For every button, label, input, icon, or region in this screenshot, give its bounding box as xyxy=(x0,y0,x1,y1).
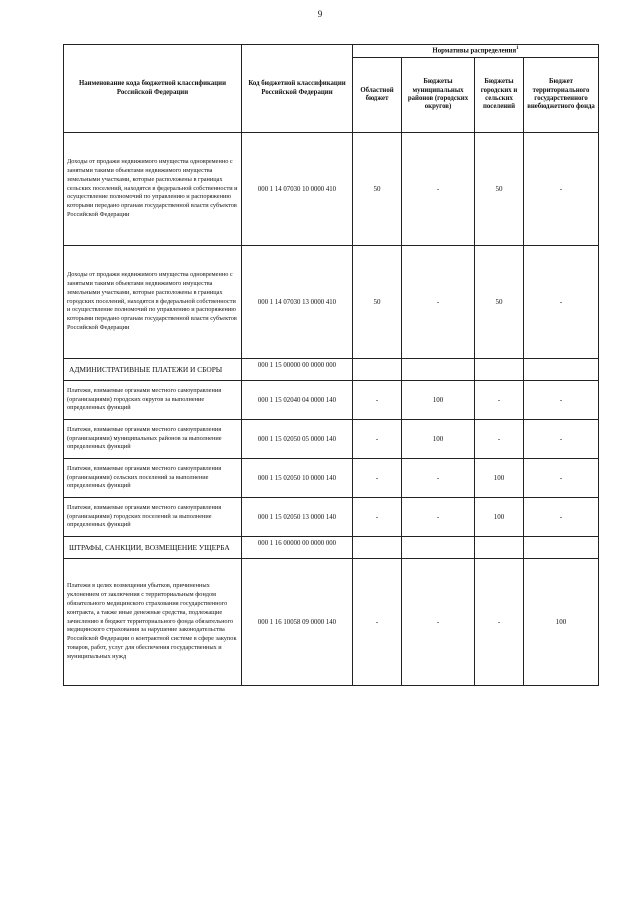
row-fund xyxy=(524,359,599,381)
table-row-section xyxy=(64,359,599,381)
header-code: Код бюджетной классификации Российской Федерации xyxy=(242,45,353,133)
row-code: 000 1 16 00000 00 0000 000 xyxy=(242,537,353,559)
budget-norms-table xyxy=(63,44,599,686)
header-fund: Бюджет территориального государственного внебюджетного фонда xyxy=(524,58,599,133)
header-distribution-group xyxy=(353,45,599,58)
header-footnote-mark: 1 xyxy=(516,46,519,52)
header-municipal: Бюджеты муниципальных районов (городских округов) xyxy=(402,58,475,133)
row-fund: - xyxy=(524,459,599,498)
row-fund: - xyxy=(524,420,599,459)
row-municipal: 100 xyxy=(402,381,475,420)
row-code: 000 1 14 07030 13 0000 410 xyxy=(242,246,353,359)
row-regional: - xyxy=(353,559,402,686)
row-code: 000 1 14 07030 10 0000 410 xyxy=(242,133,353,246)
row-code: 000 1 15 02050 05 0000 140 xyxy=(242,420,353,459)
row-municipal: - xyxy=(402,498,475,537)
row-regional: - xyxy=(353,420,402,459)
row-name: Платежи, взимаемые органами местного самоуправления (организациями) городских округов за выполнение определенных функций xyxy=(64,381,242,420)
row-municipal: - xyxy=(402,459,475,498)
row-settlements xyxy=(475,537,524,559)
row-regional: - xyxy=(353,498,402,537)
row-regional xyxy=(353,359,402,381)
row-regional: - xyxy=(353,381,402,420)
row-settlements: - xyxy=(475,559,524,686)
row-name: Доходы от продажи недвижимого имущества одновременно с занятыми такими объектами недвижимого имущества земельными участками, которые расположены в границах городских поселений, находятся в федеральной собственности и осуществление полномочий по управлению и распоряжению которыми передано органам государственной власти субъектов Российской Федерации xyxy=(64,246,242,359)
table-header-row xyxy=(64,45,599,58)
row-municipal xyxy=(402,359,475,381)
row-fund xyxy=(524,537,599,559)
row-municipal: 100 xyxy=(402,420,475,459)
row-municipal xyxy=(402,537,475,559)
table-row-section xyxy=(64,537,599,559)
row-municipal: - xyxy=(402,246,475,359)
row-fund: - xyxy=(524,381,599,420)
row-settlements: - xyxy=(475,420,524,459)
row-settlements xyxy=(475,359,524,381)
page-number: 9 xyxy=(317,9,323,19)
row-regional xyxy=(353,537,402,559)
row-settlements: 100 xyxy=(475,498,524,537)
row-fund: 100 xyxy=(524,559,599,686)
row-settlements: 100 xyxy=(475,459,524,498)
row-regional: - xyxy=(353,459,402,498)
row-municipal: - xyxy=(402,133,475,246)
row-code: 000 1 15 02040 04 0000 140 xyxy=(242,381,353,420)
table-row xyxy=(64,498,599,537)
header-distribution-label: Нормативы распределения xyxy=(432,47,517,55)
row-fund: - xyxy=(524,498,599,537)
table-row xyxy=(64,246,599,359)
row-code: 000 1 15 00000 00 0000 000 xyxy=(242,359,353,381)
row-name: Платежи, взимаемые органами местного самоуправления (организациями) муниципальных районов за выполнение определенных функций xyxy=(64,420,242,459)
row-regional: 50 xyxy=(353,246,402,359)
section-name: АДМИНИСТРАТИВНЫЕ ПЛАТЕЖИ И СБОРЫ xyxy=(64,359,242,381)
row-name: Платежи, взимаемые органами местного самоуправления (организациями) сельских поселений за выполнение определенных функций xyxy=(64,459,242,498)
header-name: Наименование кода бюджетной классификации Российской Федерации xyxy=(64,45,242,133)
row-settlements: 50 xyxy=(475,133,524,246)
row-settlements: 50 xyxy=(475,246,524,359)
row-name: Платежи в целях возмещения убытков, причиненных уклонением от заключения с территориальным фондом обязательного медицинского страхования государственного контракта, а также иные денежные средства, подлежащие зачислению в бюджет территориального фонда обязательного медицинского страхования за нарушение законодательства Российской Федерации о контрактной системе в сфере закупок товаров, работ, услуг для обеспечения государственных и муниципальных нужд xyxy=(64,559,242,686)
table-row xyxy=(64,381,599,420)
header-settlements: Бюджеты городских и сельских поселений xyxy=(475,58,524,133)
table-row xyxy=(64,133,599,246)
table-row xyxy=(64,420,599,459)
row-name: Доходы от продажи недвижимого имущества одновременно с занятыми такими объектами недвижимого имущества земельными участками, которые расположены в границах сельских поселений, находятся в федеральной собственности и осуществление полномочий по управлению и распоряжению которыми передано органам государственной власти субъектов Российской Федерации xyxy=(64,133,242,246)
row-fund: - xyxy=(524,133,599,246)
row-municipal: - xyxy=(402,559,475,686)
table-row xyxy=(64,459,599,498)
section-name: ШТРАФЫ, САНКЦИИ, ВОЗМЕЩЕНИЕ УЩЕРБА xyxy=(64,537,242,559)
row-code: 000 1 16 10058 09 0000 140 xyxy=(242,559,353,686)
row-code: 000 1 15 02050 10 0000 140 xyxy=(242,459,353,498)
row-name: Платежи, взимаемые органами местного самоуправления (организациями) городских поселений за выполнение определенных функций xyxy=(64,498,242,537)
table-row xyxy=(64,559,599,686)
row-code: 000 1 15 02050 13 0000 140 xyxy=(242,498,353,537)
header-regional: Областной бюджет xyxy=(353,58,402,133)
row-settlements: - xyxy=(475,381,524,420)
row-fund: - xyxy=(524,246,599,359)
row-regional: 50 xyxy=(353,133,402,246)
